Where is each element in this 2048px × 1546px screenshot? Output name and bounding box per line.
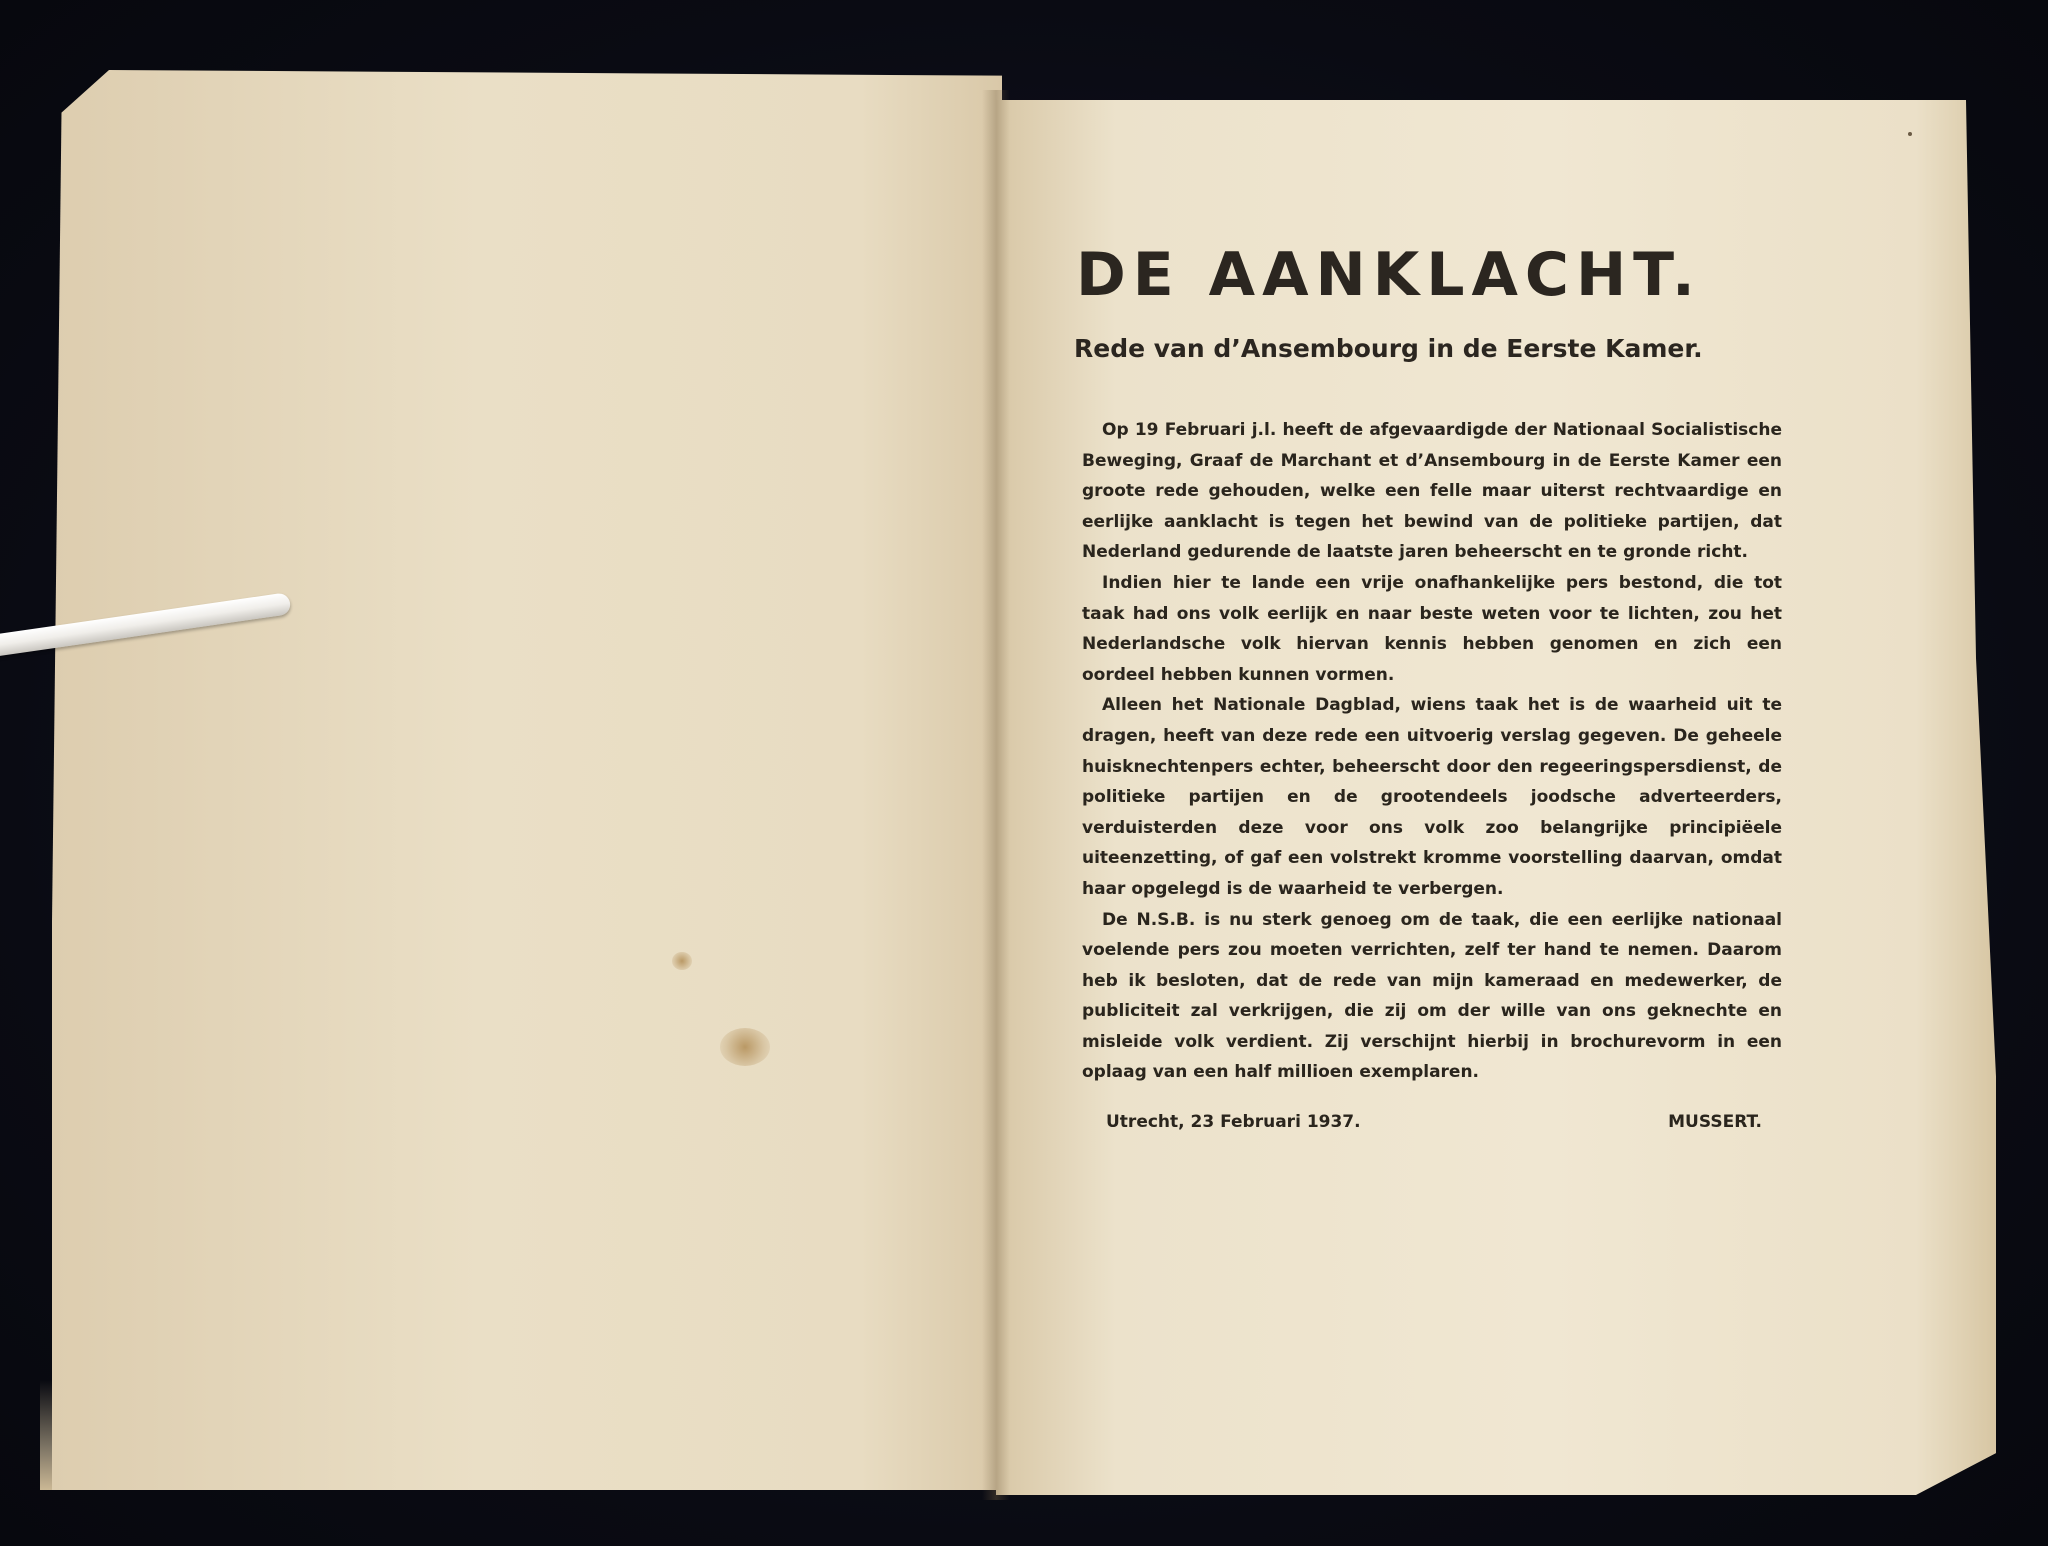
paragraph-4: De N.S.B. is nu sterk genoeg om de taak, die een eerlijke nationaal voelende pers zou moeten verrichten, zelf ter hand te nemen. Daarom heb ik besloten, dat de rede van mijn kameraad en medewerker, de publiciteit zal verkrijgen, die zij om der wille van ons geknechte en misleide volk verdient. Zij verschijnt hierbij in brochurevorm in een oplaag van een half millioen exemplaren. [1082, 909, 1782, 1083]
printed-text-block [1060, 220, 1780, 1132]
signature: MUSSERT. [1668, 1112, 1762, 1133]
closing-line [1106, 1112, 1762, 1132]
paper-stain-small [672, 952, 692, 970]
page-mark [1908, 132, 1912, 136]
left-page-blank [52, 70, 1002, 1490]
paper-stain [720, 1028, 770, 1066]
paragraph-2: Indien hier te lande een vrije onafhankelijke pers bestond, die tot taak had ons volk eerlijk en naar beste weten voor te lichten, zou het Nederlandsche volk hiervan kennis hebben genomen en zich een oordeel hebben kunnen vormen. [1082, 572, 1782, 685]
place-date: Utrecht, 23 Februari 1937. [1106, 1112, 1361, 1133]
paragraph-1: Op 19 Februari j.l. heeft de afgevaardigde der Nationaal Socialistische Beweging, Graaf de Marchant et d’Ansembourg in de Eerste Kamer een groote rede gehouden, welke een felle maar uiterst rechtvaardige en eerlijke aanklacht is tegen het bewind van de politieke partijen, dat Nederland gedurende de laatste jaren beheerscht en te gronde richt. [1082, 420, 1782, 563]
book-gutter [982, 90, 1010, 1500]
paragraph-3: Alleen het Nationale Dagblad, wiens taak het is de waarheid uit te dragen, heeft van deze rede een uitvoerig verslag gegeven. De geheele huisknechtenpers echter, beheerscht door den regeeringspersdienst, de politieke partijen en de grootendeels joodsche adverteerders, verduisterden deze voor ons volk zoo belangrijke principiëele uiteenzetting, of gaf een volstrekt kromme voorstelling daarvan, omdat haar opgelegd is de waarheid te verbergen. [1082, 695, 1782, 899]
document-title: DE AANKLACHT. [1076, 240, 1702, 310]
document-body [1082, 415, 1782, 1088]
document-subtitle: Rede van d’Ansembourg in de Eerste Kamer. [1074, 334, 1703, 363]
